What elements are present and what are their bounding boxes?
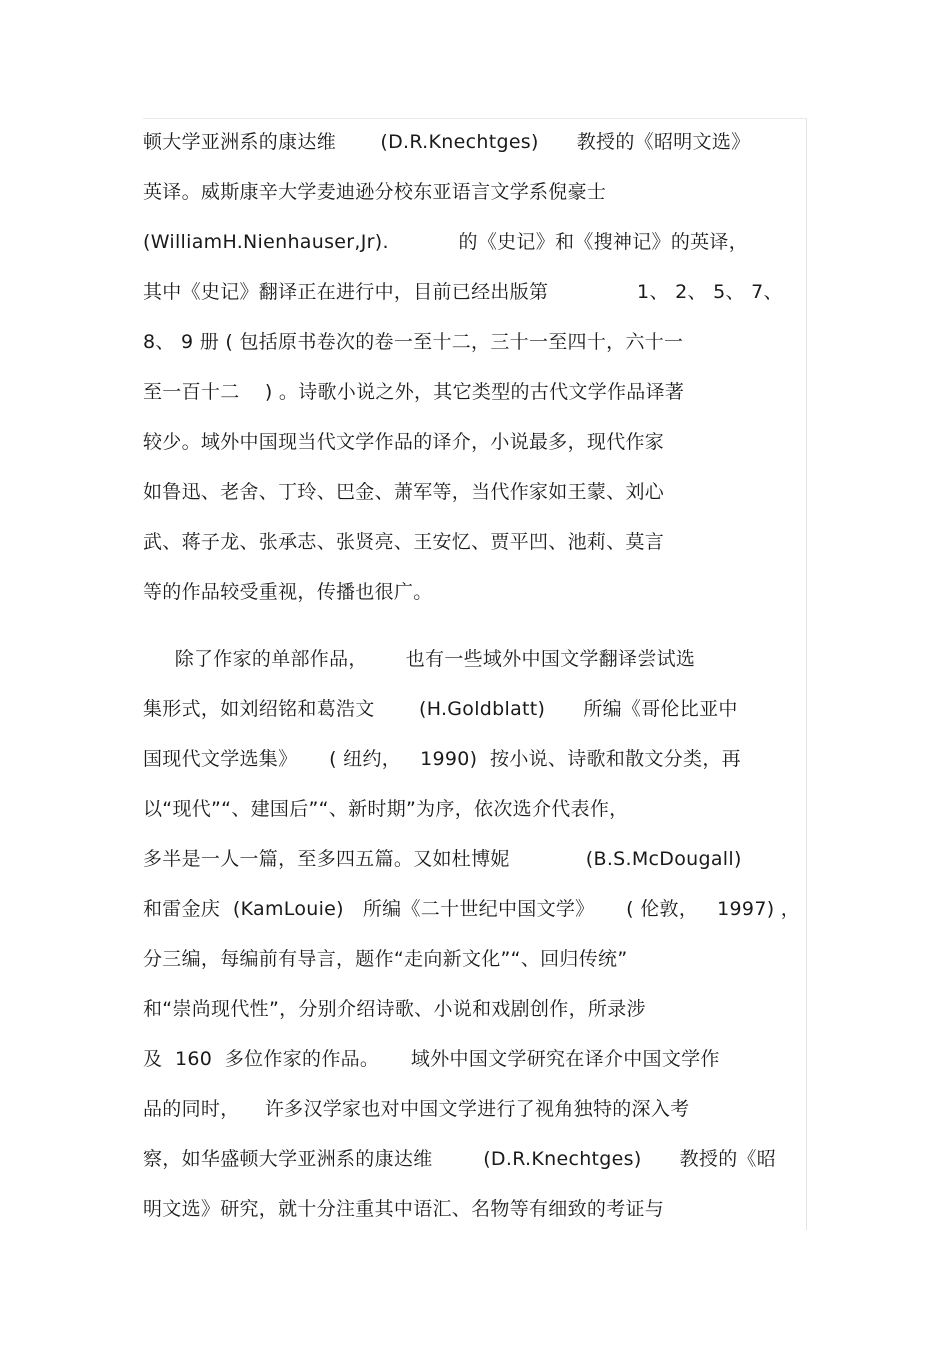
text-line: 分三编，每编前有导言，题作“走向新文化”“、回归传统” [143,948,628,970]
text-line: 国现代文学选集》 ( 纽约， 1990) 按小说、诗歌和散文分类，再 [143,748,741,770]
text-line: 等的作品较受重视，传播也很广。 [143,581,433,603]
text-line: 及 160 多位作家的作品。 域外中国文学研究在译介中国文学作 [143,1048,720,1070]
text-line: 较少。域外中国现当代文学作品的译介，小说最多，现代作家 [143,431,665,453]
text-line: 顿大学亚洲系的康达维 (D.R.Knechtges) 教授的《昭明文选》 [143,131,751,153]
text-line: 武、蒋子龙、张承志、张贤亮、王安忆、贾平凹、池莉、莫言 [143,531,665,553]
text-line: 察，如华盛顿大学亚洲系的康达维 (D.R.Knechtges) 教授的《昭 [143,1148,777,1170]
text-line: 英译。威斯康辛大学麦迪逊分校东亚语言文学系倪豪士 [143,181,607,203]
text-line: 以“现代”“、建国后”“、新时期”为序，依次选介代表作， [143,798,629,820]
text-line: 品的同时， 许多汉学家也对中国文学进行了视角独特的深入考 [143,1098,690,1120]
text-line: 如鲁迅、老舍、丁玲、巴金、萧军等，当代作家如王蒙、刘心 [143,481,665,503]
text-line: 8、 9 册 ( 包括原书卷次的卷一至十二，三十一至四十，六十一 [143,331,684,353]
text-line: (WilliamH.Nienhauser,Jr). 的《史记》和《搜神记》的英译， [143,231,749,253]
text-line: 其中《史记》翻译正在进行中，目前已经出版第 1、 2、 5、 7、 [143,281,783,303]
text-line: 和雷金庆 (KamLouie) 所编《二十世纪中国文学》 ( 伦敦， 1997) ， [143,898,801,920]
text-line: 至一百十二 ) 。诗歌小说之外，其它类型的古代文学作品译著 [143,381,685,403]
text-line: 除了作家的单部作品， 也有一些域外中国文学翻译尝试选 [143,648,696,670]
text-line: 集形式，如刘绍铭和葛浩文 (H.Goldblatt) 所编《哥伦比亚中 [143,698,738,720]
text-line: 和“崇尚现代性”，分别介绍诗歌、小说和戏剧创作，所录涉 [143,998,646,1020]
text-line: 多半是一人一篇，至多四五篇。又如杜博妮 (B.S.McDougall) [143,848,742,870]
text-line: 明文选》研究，就十分注重其中语汇、名物等有细致的考证与 [143,1198,665,1220]
